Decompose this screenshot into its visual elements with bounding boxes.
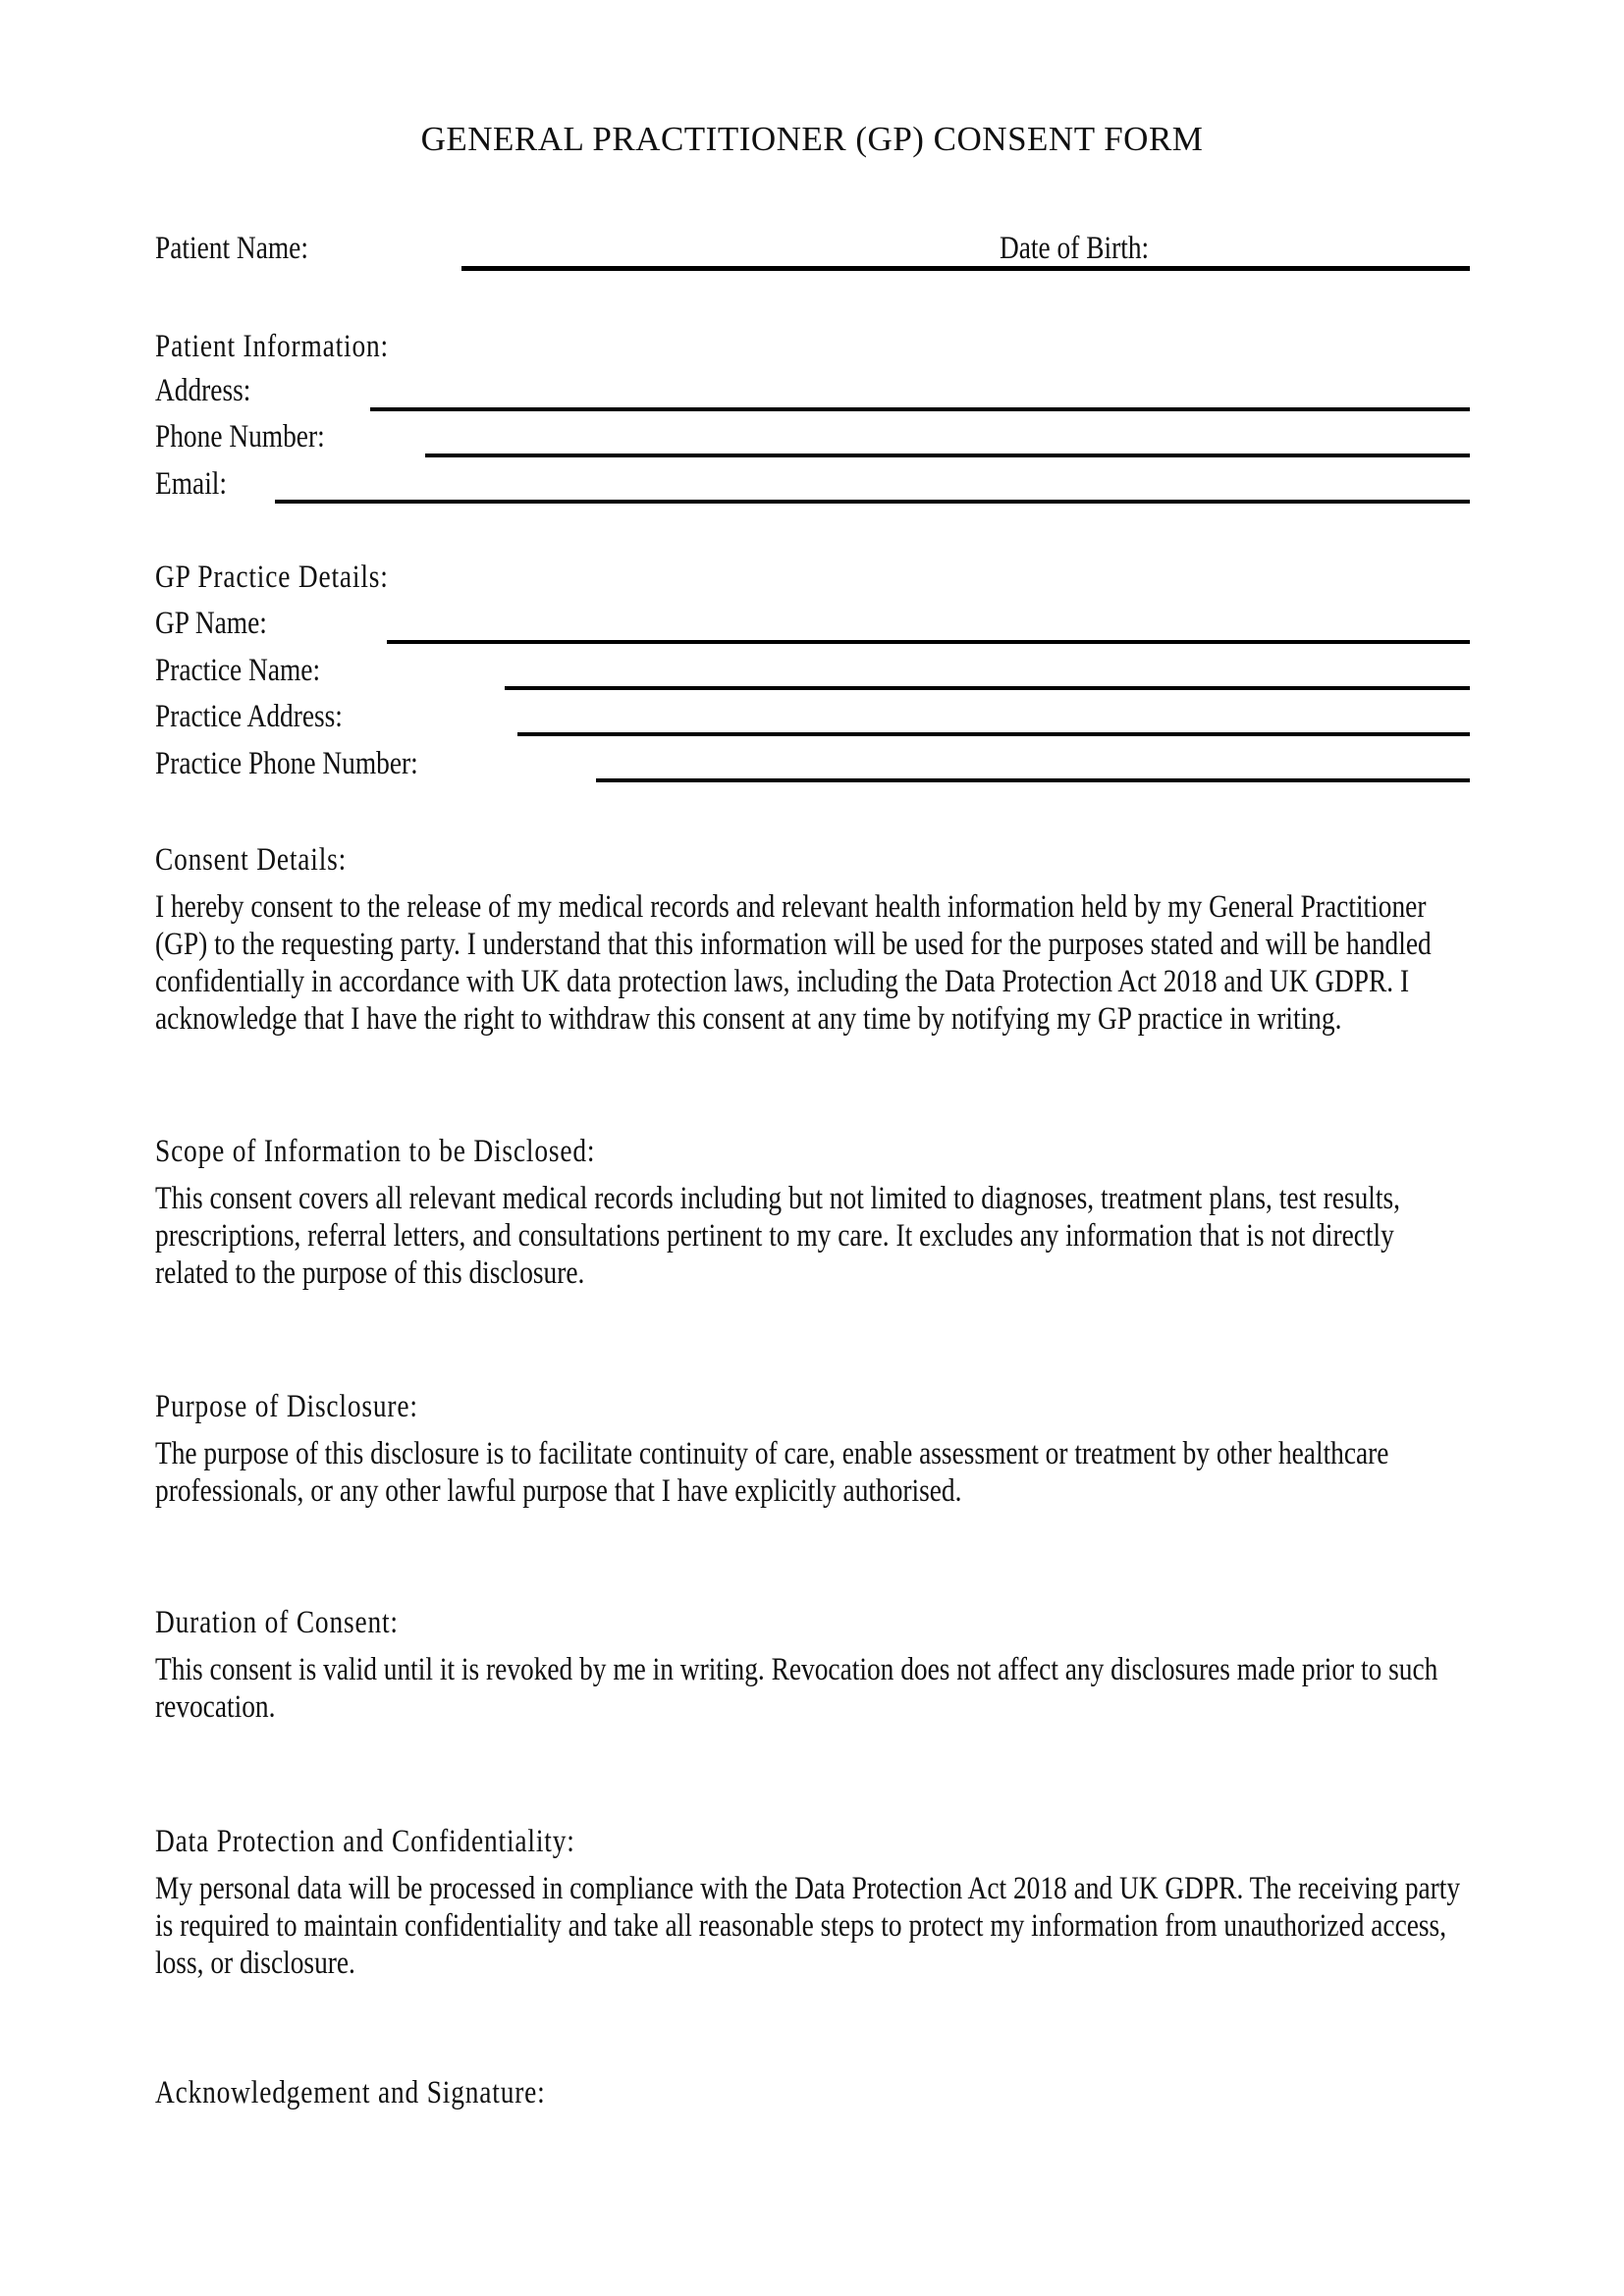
gp-practice-details-heading: GP Practice Details:	[155, 560, 389, 595]
patient-name-field-line[interactable]	[461, 231, 1470, 271]
purpose-of-disclosure-paragraph: The purpose of this disclosure is to facilitate continuity of care, enable assessment or treatment by other healthcare professionals, or any other lawful purpose that I have explicitly authorised.	[155, 1436, 1389, 1509]
email-field-line[interactable]	[275, 500, 1470, 504]
phone-number-label: Phone Number:	[155, 419, 325, 454]
data-protection-paragraph: My personal data will be processed in compliance with the Data Protection Act 2018 and UK GDPR. The receiving party is required to maintain confidentiality and take all reasonable steps to protect my information from unauthorized access, loss, or disclosure.	[155, 1871, 1461, 1981]
address-field-line[interactable]	[370, 407, 1470, 411]
acknowledgement-signature-heading: Acknowledgement and Signature:	[155, 2075, 546, 2110]
practice-phone-number-field-line[interactable]	[596, 778, 1470, 782]
patient-name-label: Patient Name:	[155, 231, 308, 266]
form-title: GENERAL PRACTITIONER (GP) CONSENT FORM	[420, 120, 1204, 158]
patient-information-heading: Patient Information:	[155, 329, 389, 364]
purpose-of-disclosure-heading: Purpose of Disclosure:	[155, 1389, 418, 1424]
practice-phone-number-label: Practice Phone Number:	[155, 746, 418, 781]
phone-number-field-line[interactable]	[425, 454, 1470, 457]
address-label: Address:	[155, 373, 251, 408]
practice-address-field-line[interactable]	[517, 732, 1470, 736]
data-protection-heading: Data Protection and Confidentiality:	[155, 1824, 575, 1859]
scope-of-information-heading: Scope of Information to be Disclosed:	[155, 1134, 596, 1169]
duration-of-consent-heading: Duration of Consent:	[155, 1605, 399, 1640]
scope-of-information-paragraph: This consent covers all relevant medical records including but not limited to diagnoses, treatment plans, test results, prescriptions, referral letters, and consultations pertinent to my care. It excludes any information that is not directly related to the purpose of this disclosure.	[155, 1181, 1400, 1291]
email-label: Email:	[155, 466, 228, 502]
practice-name-label: Practice Name:	[155, 653, 321, 688]
gp-name-field-line[interactable]	[387, 640, 1470, 644]
consent-details-paragraph: I hereby consent to the release of my medical records and relevant health information held by my General Practitioner (GP) to the requesting party. I understand that this information will be used for the purposes stated and will be handled confidentially in accordance with UK data protection laws, including the Data Protection Act 2018 and UK GDPR. I acknowledge that I have the right to withdraw this consent at any time by notifying my GP practice in writing.	[155, 889, 1432, 1037]
gp-name-label: GP Name:	[155, 606, 267, 641]
practice-name-field-line[interactable]	[505, 686, 1470, 690]
practice-address-label: Practice Address:	[155, 699, 343, 734]
duration-of-consent-paragraph: This consent is valid until it is revoked by me in writing. Revocation does not affect any disclosures made prior to such revocation.	[155, 1652, 1438, 1725]
date-of-birth-label: Date of Birth:	[1000, 231, 1150, 266]
consent-details-heading: Consent Details:	[155, 842, 348, 878]
